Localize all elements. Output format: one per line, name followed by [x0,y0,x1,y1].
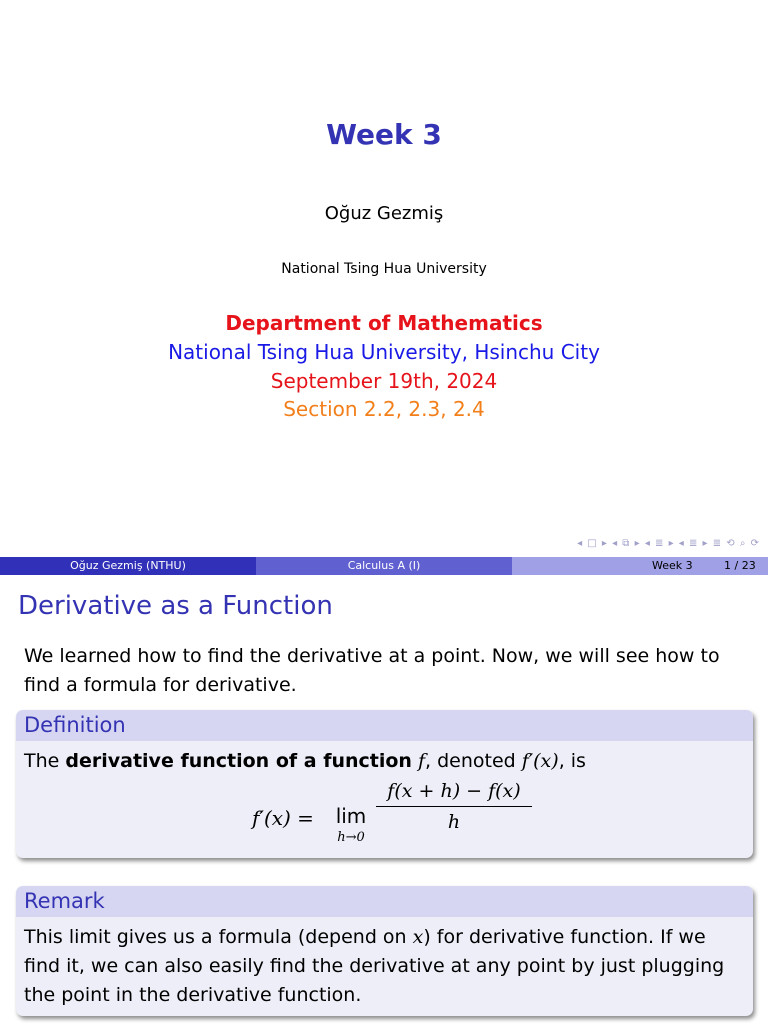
derivative-formula [24,776,745,856]
institute: National Tsing Hua University [281,261,487,277]
frame-title: Derivative as a Function [18,591,333,621]
remark-block [16,886,753,1016]
intro-paragraph: We learned how to find the derivative at a point. Now, we will see how to find a formula for derivative. [24,645,720,696]
footline-right [512,557,768,575]
formula-lim-word: lim [335,804,367,828]
def-text-prefix: The [24,750,66,772]
formula-numerator: f(x + h) − f(x) [387,780,521,802]
footline-short-title: Week 3 [652,559,693,572]
department: Department of Mathematics [225,311,543,335]
formula-lhs: f′(x) = [252,806,314,830]
footline [0,557,768,575]
remark-body [16,917,753,1010]
formula-limit [330,802,372,845]
section-list: Section 2.2, 2.3, 2.4 [283,397,485,421]
def-var-f: f [418,750,426,772]
formula-fraction [376,776,532,837]
remark-var-x: x [412,926,424,948]
remark-text-suffix: ) for derivative function. If we find it, we can also easily find the derivative at any point by just plugging the point in the derivative function. [24,926,725,1006]
footline-page-number: 1 / 23 [724,559,756,572]
lecture-date: September 19th, 2024 [270,369,498,393]
def-bold-term: derivative function of a function [65,750,412,772]
formula-lim-subscript: h→0 [337,830,365,845]
def-text-suffix: , is [558,750,586,772]
footline-author: Oğuz Gezmiş (NTHU) [0,557,256,575]
remark-header: Remark [16,886,753,917]
footline-course: Calculus A (I) [256,557,512,575]
content-slide [0,575,768,1024]
definition-header: Definition [16,710,753,741]
formula-denominator: h [447,811,461,833]
def-deriv-notation: f′(x) [521,750,559,772]
slide-title: Week 3 [326,118,442,151]
definition-block [16,710,753,858]
definition-body [16,741,753,856]
def-text-mid: , denoted [425,750,522,772]
author-name: Oğuz Gezmiş [324,203,444,224]
navigation-symbols[interactable]: ◂ □ ▸ ◂ ⧉ ▸ ◂ ≣ ▸ ◂ ≣ ▸ ≣ ⟲ ⌕ ⟳ [577,538,760,549]
remark-text-prefix: This limit gives us a formula (depend on [24,926,413,948]
definition-text [24,747,745,776]
university-city: National Tsing Hua University, Hsinchu City [168,340,600,364]
